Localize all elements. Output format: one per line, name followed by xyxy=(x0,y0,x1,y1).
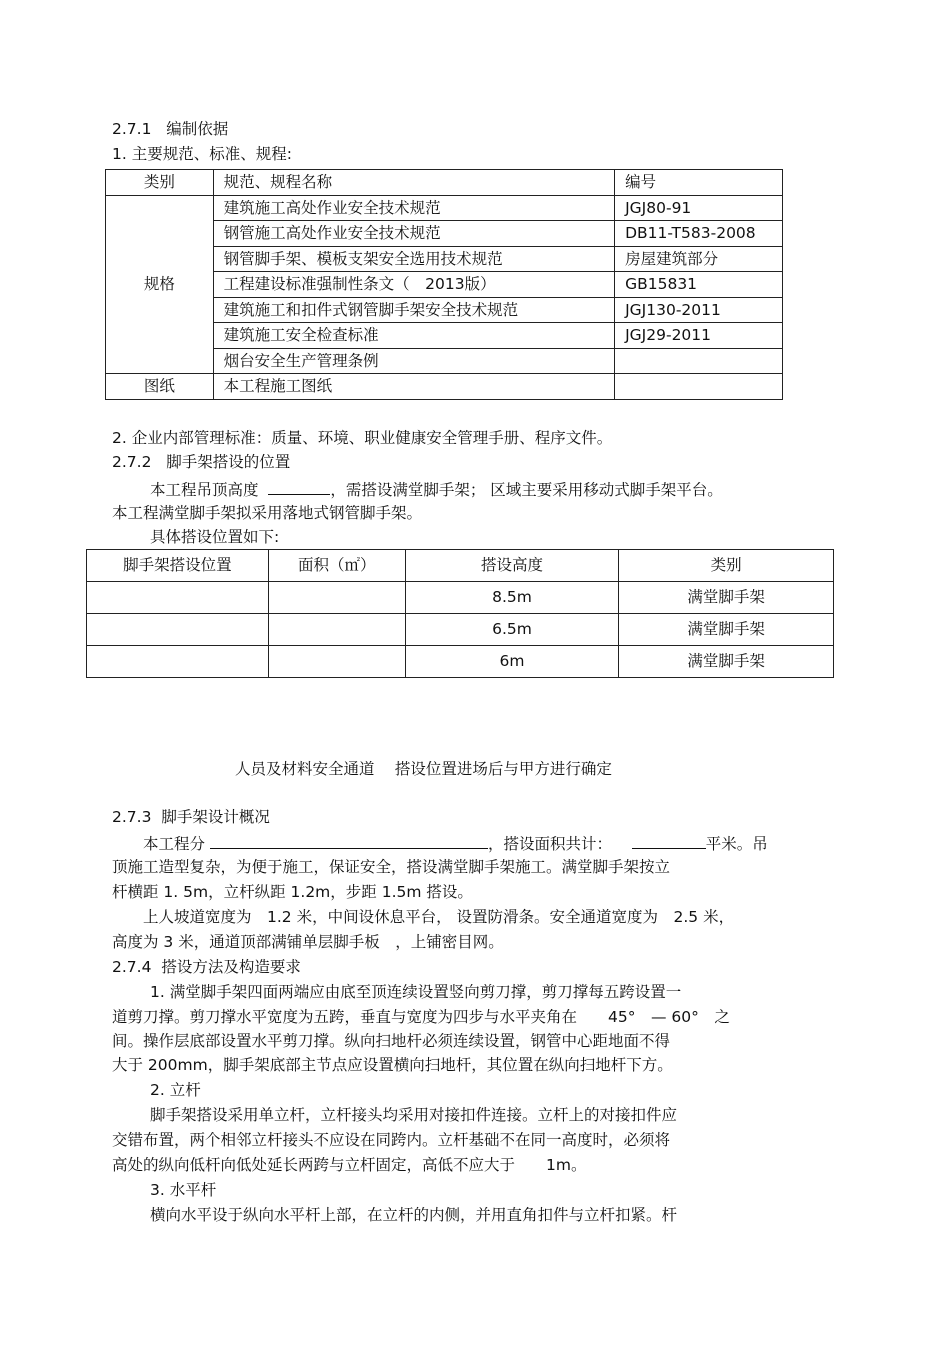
regulation-code: GB15831 xyxy=(615,272,783,298)
height-cell: 8.5m xyxy=(405,582,619,614)
table-row xyxy=(87,614,834,646)
paragraph-line: 高处的纵向低杆向低处延长两跨与立杆固定，高低不应大于 1m。 xyxy=(112,1156,587,1174)
header-category: 类别 xyxy=(106,170,214,196)
paragraph-line xyxy=(150,478,723,500)
text-fragment: 本工程吊顶高度 xyxy=(150,481,259,499)
area-cell xyxy=(268,646,405,678)
paragraph-line: 脚手架搭设采用单立杆，立杆接头均采用对接扣件连接。立杆上的对接扣件应 xyxy=(150,1106,678,1124)
section-number: 2.7.3 xyxy=(112,808,152,826)
section-title: 脚手架搭设的位置 xyxy=(166,453,291,471)
paragraph-line: 间。操作层底部设置水平剪刀撑。纵向扫地杆必须连续设置，钢管中心距地面不得 xyxy=(112,1032,671,1050)
text-fragment: ，需搭设满堂脚手架； 区域主要采用移动式脚手架平台。 xyxy=(330,481,723,499)
regulation-name: 钢管施工高处作业安全技术规范 xyxy=(213,221,614,247)
location-cell xyxy=(87,582,269,614)
text-fragment: ，搭设面积共计： xyxy=(487,835,612,853)
regulation-code xyxy=(615,374,783,400)
section-title: 编制依据 xyxy=(166,120,229,138)
regulation-code: 房屋建筑部分 xyxy=(615,246,783,272)
section-title: 脚手架设计概况 xyxy=(161,808,270,826)
channel-note: 人员及材料安全通道 搭设位置进场后与甲方进行确定 xyxy=(235,760,612,778)
fill-in-blank xyxy=(210,832,488,849)
subheading-vertical-pole: 2. 立杆 xyxy=(150,1081,201,1099)
header-location: 脚手架搭设位置 xyxy=(87,550,269,582)
header-type: 类别 xyxy=(619,550,834,582)
section-title: 搭设方法及构造要求 xyxy=(161,958,301,976)
fill-in-blank xyxy=(632,832,706,849)
regulation-name: 工程建设标准强制性条文（ 2013版） xyxy=(213,272,614,298)
header-area: 面积（㎡） xyxy=(268,550,405,582)
header-name: 规范、规程名称 xyxy=(213,170,614,196)
type-cell: 满堂脚手架 xyxy=(619,614,834,646)
regulation-code: JGJ130-2011 xyxy=(615,297,783,323)
table-row xyxy=(106,195,783,221)
regulation-code: DB11-T583-2008 xyxy=(615,221,783,247)
paragraph-line xyxy=(143,832,768,854)
text-fragment: 本工程分 xyxy=(143,835,206,853)
paragraph-line: 交错布置，两个相邻立杆接头不应设在同跨内。立杆基础不在同一高度时，必须将 xyxy=(112,1131,671,1149)
table-header-row xyxy=(106,170,783,196)
paragraph-line: 上人坡道宽度为 1.2 米，中间设休息平台， 设置防滑条。安全通道宽度为 2.5 米， xyxy=(143,908,735,926)
header-code: 编号 xyxy=(615,170,783,196)
type-cell: 满堂脚手架 xyxy=(619,582,834,614)
regulation-name: 本工程施工图纸 xyxy=(213,374,614,400)
category-cell: 图纸 xyxy=(106,374,214,400)
table-row xyxy=(87,646,834,678)
type-cell: 满堂脚手架 xyxy=(619,646,834,678)
category-cell: 规格 xyxy=(106,195,214,374)
section-heading-2-7-2 xyxy=(112,452,290,472)
item-2-text: 2. 企业内部管理标准：质量、环境、职业健康安全管理手册、程序文件。 xyxy=(112,429,613,447)
paragraph-line: 高度为 3 米，通道顶部满铺单层脚手板 ，上铺密目网。 xyxy=(112,933,504,951)
paragraph-line: 本工程满堂脚手架拟采用落地式钢管脚手架。 xyxy=(112,504,423,522)
table-header-row xyxy=(87,550,834,582)
paragraph-line: 道剪刀撑。剪刀撑水平宽度为五跨，垂直与宽度为四步与水平夹角在 45° — 60° 之 xyxy=(112,1008,730,1026)
paragraph-line: 顶施工造型复杂，为便于施工，保证安全，搭设满堂脚手架施工。满堂脚手架按立 xyxy=(112,858,671,876)
section-heading-2-7-4 xyxy=(112,957,301,977)
regulation-name: 烟台安全生产管理条例 xyxy=(213,348,614,374)
scaffold-location-table xyxy=(86,549,834,678)
section-number: 2.7.1 xyxy=(112,120,152,138)
section-heading-2-7-3 xyxy=(112,807,270,827)
regulation-name: 建筑施工安全检查标准 xyxy=(213,323,614,349)
regulation-code xyxy=(615,348,783,374)
paragraph-line: 杆横距 1. 5m，立杆纵距 1.2m，步距 1.5m 搭设。 xyxy=(112,883,473,901)
table-row xyxy=(87,582,834,614)
height-cell: 6.5m xyxy=(405,614,619,646)
regulation-code: JGJ29-2011 xyxy=(615,323,783,349)
regulations-table xyxy=(105,169,783,400)
header-height: 搭设高度 xyxy=(405,550,619,582)
height-cell: 6m xyxy=(405,646,619,678)
subheading-horizontal-bar: 3. 水平杆 xyxy=(150,1181,217,1199)
paragraph-line: 具体搭设位置如下: xyxy=(150,528,280,546)
fill-in-blank xyxy=(268,478,330,495)
text-fragment: 平米。吊 xyxy=(705,835,768,853)
regulation-name: 建筑施工和扣件式钢管脚手架安全技术规范 xyxy=(213,297,614,323)
section-number: 2.7.2 xyxy=(112,453,152,471)
area-cell xyxy=(268,614,405,646)
regulation-name: 建筑施工高处作业安全技术规范 xyxy=(213,195,614,221)
paragraph-line: 横向水平设于纵向水平杆上部，在立杆的内侧，并用直角扣件与立杆扣紧。杆 xyxy=(150,1206,678,1224)
area-cell xyxy=(268,582,405,614)
paragraph-line: 大于 200mm，脚手架底部主节点应设置横向扫地杆，其位置在纵向扫地杆下方。 xyxy=(112,1056,673,1074)
paragraph-line: 1. 满堂脚手架四面两端应由底至顶连续设置竖向剪刀撑，剪刀撑每五跨设置一 xyxy=(150,983,682,1001)
location-cell xyxy=(87,646,269,678)
section-heading-2-7-1 xyxy=(112,119,228,139)
regulation-code: JGJ80-91 xyxy=(615,195,783,221)
item-1-heading: 1. 主要规范、标准、规程: xyxy=(112,145,292,163)
section-number: 2.7.4 xyxy=(112,958,152,976)
regulation-name: 钢管脚手架、模板支架安全选用技术规范 xyxy=(213,246,614,272)
table-row xyxy=(106,374,783,400)
location-cell xyxy=(87,614,269,646)
